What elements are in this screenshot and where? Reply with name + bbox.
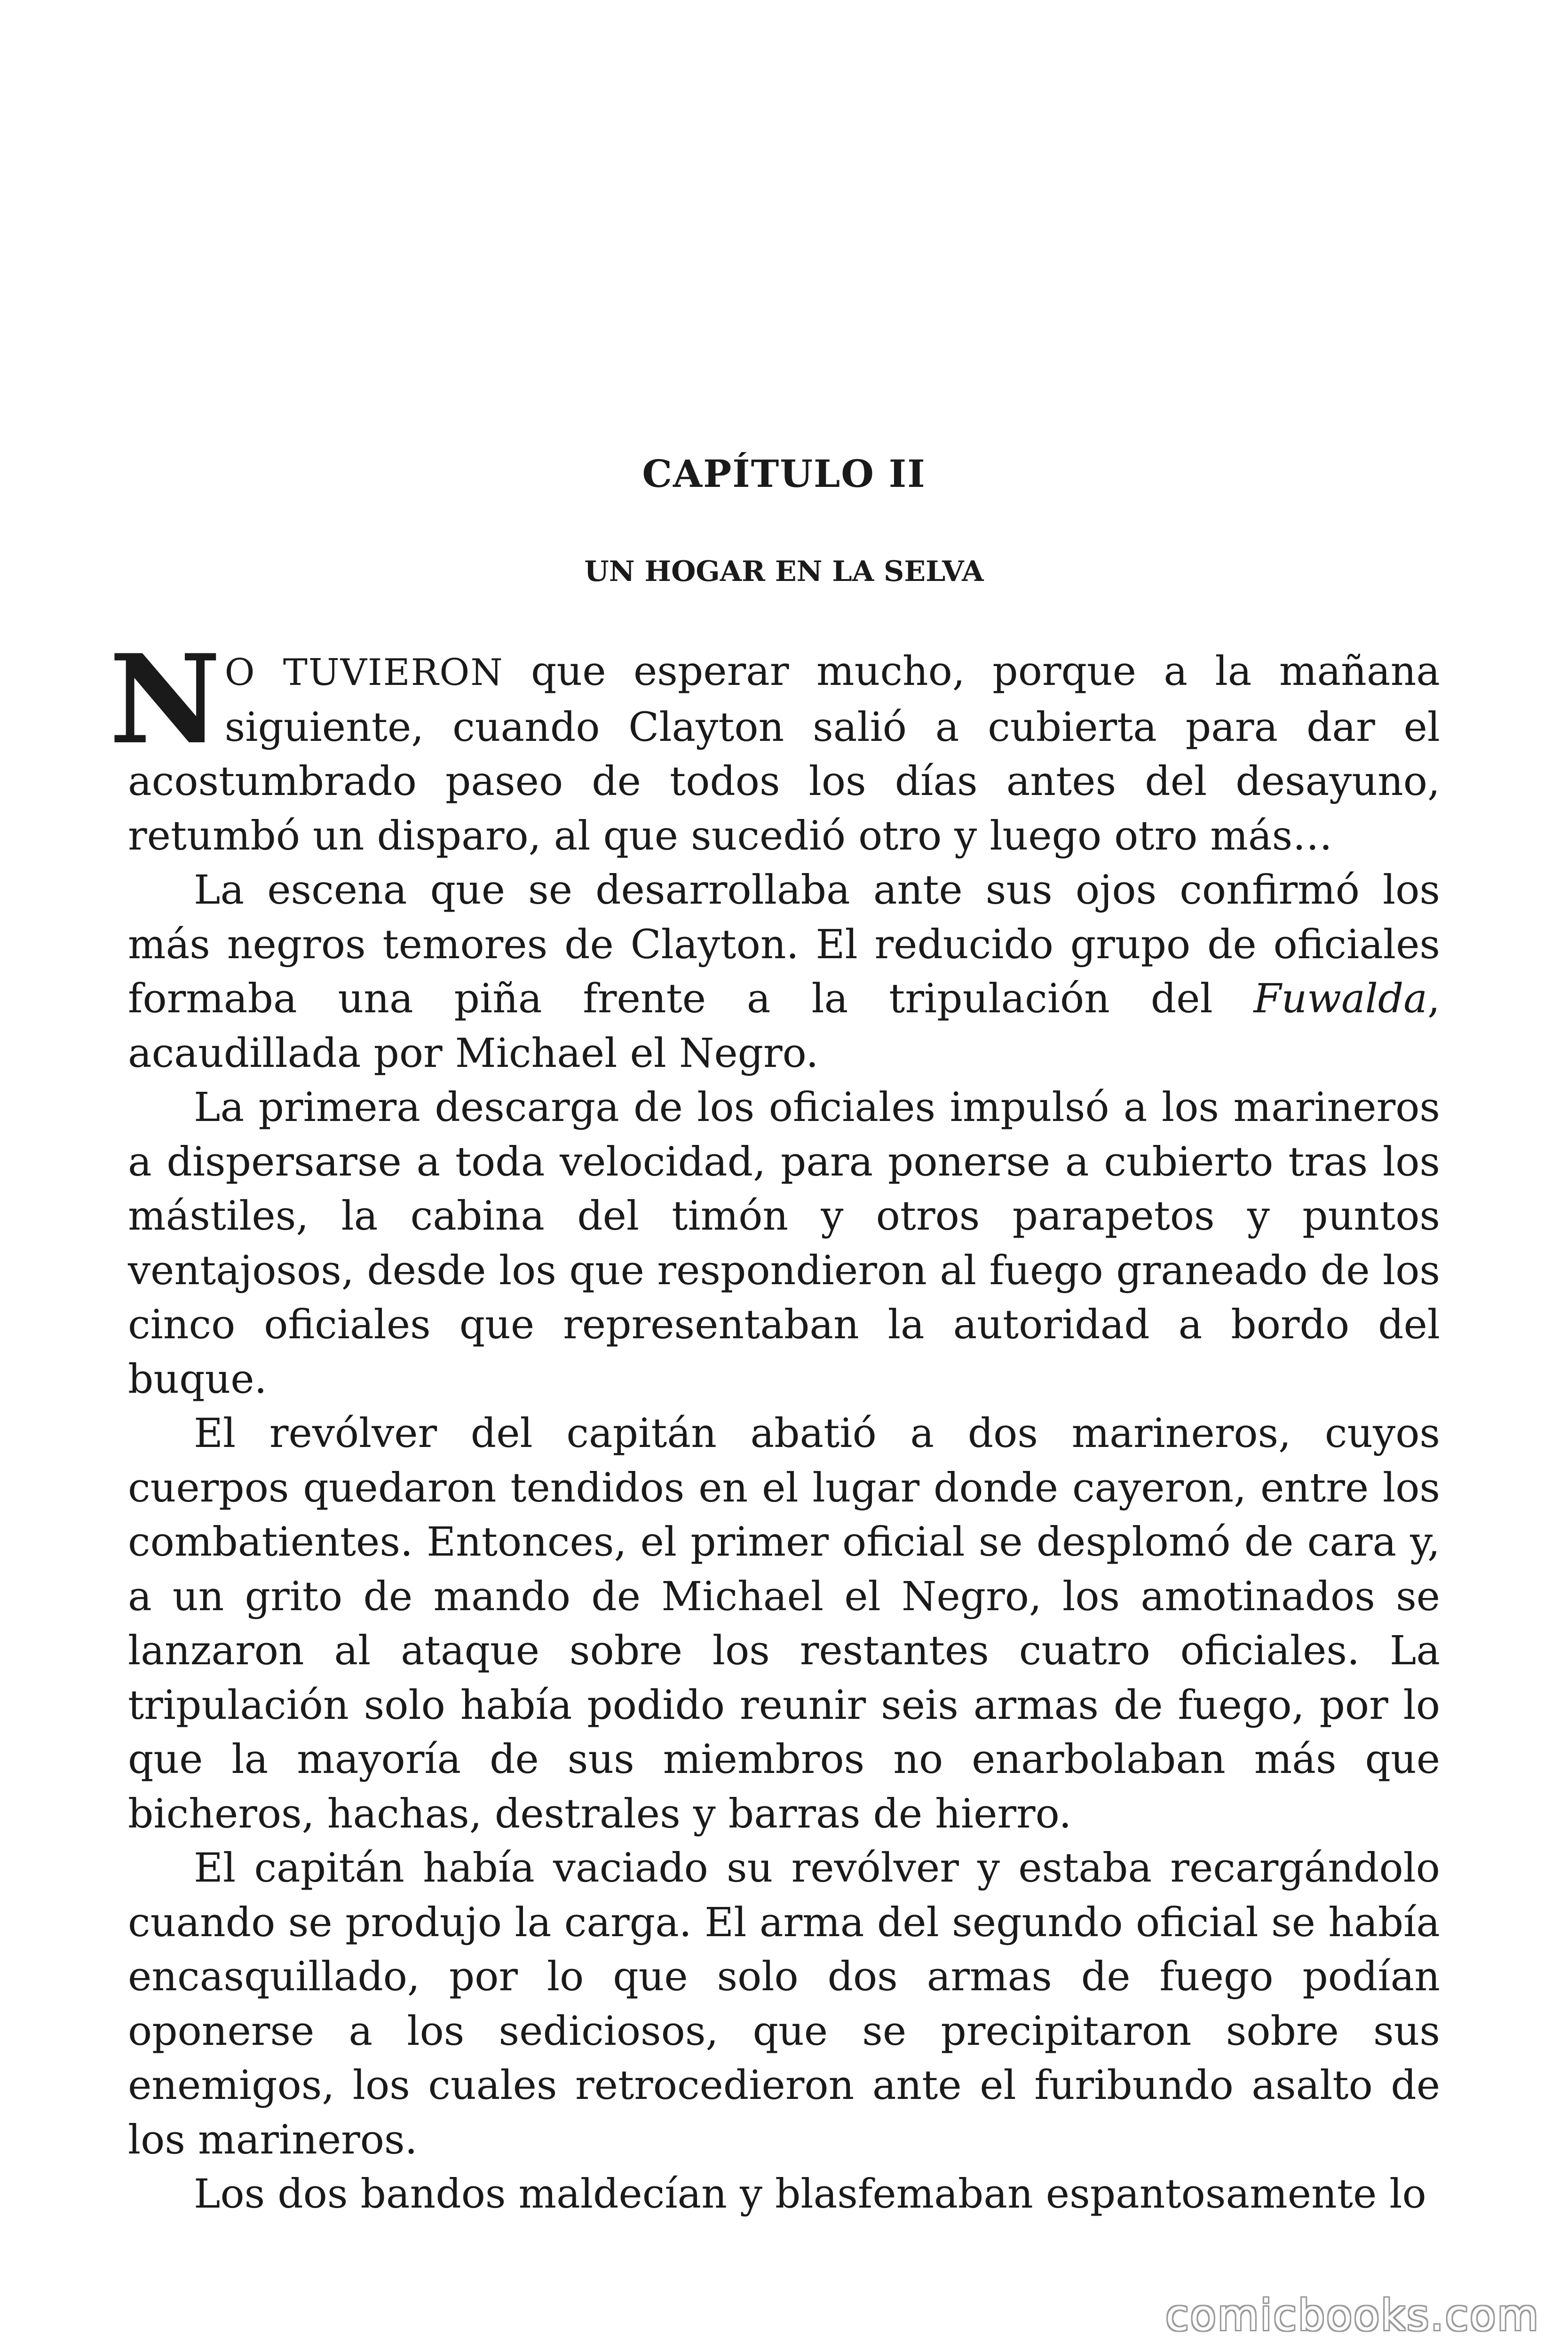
drop-cap: N [109, 628, 221, 771]
chapter-title: CAPÍTULO II [642, 452, 926, 496]
paragraph-6: Los dos bandos maldecían y blasfemaban espantosamente lo [194, 2171, 1426, 2217]
ship-name: Fuwalda [1253, 976, 1427, 1022]
paragraph-3: La primera descarga de los oficiales impulsó a los marineros a dispersarse a toda velocidad, para ponerse a cubierto tras los mástiles, la cabina del timón y otros parapetos y puntos ventajosos, desde los que respondieron al fuego graneado de los cinco oficiales que representaban la autoridad a bordo del buque. [128, 1084, 1440, 1403]
paragraph-2-text-b: , acaudillada por Michael el Negro. [128, 976, 1440, 1077]
paragraph-4: El revólver del capitán abatió a dos marineros, cuyos cuerpos quedaron tendidos en el lugar donde cayeron, entre los combatientes. Entonces, el primer oficial se desplomó de cara y, a un grito de mando de Michael el Negro, los amotinados se lanzaron al ataque sobre los restantes cuatro oficiales. La tripulación solo había podido reunir seis armas de fuego, por lo que la mayoría de sus miembros no enarbolaban más que bicheros, hachas, destrales y barras de hierro. [128, 1410, 1440, 1837]
chapter-subtitle: UN HOGAR EN LA SELVA [584, 555, 984, 588]
paragraph-1-text: que esperar mucho, porque a la mañana siguiente, cuando Clayton salió a cubierta para dar el acostumbrado paseo de todos los días antes del desayuno, retumbó un disparo, al que sucedió otro y luego otro más… [128, 648, 1440, 859]
chapter-text [109, 628, 1440, 2222]
paragraph-5: El capitán había vaciado su revólver y estaba recargándolo cuando se produjo la carga. El arma del segundo oficial se había encasquillado, por lo que solo dos armas de fuego podían oponerse a los sediciosos, que se precipitaron sobre sus enemigos, los cuales retrocedieron ante el furibundo asalto de los marineros. [128, 1845, 1440, 2163]
first-words-caps: O TUVIERON [224, 652, 504, 694]
paragraph-1 [109, 628, 1440, 863]
watermark: comicbooks.com [1165, 2291, 1540, 2340]
paragraph-2 [128, 863, 1440, 1081]
paragraph-2-text-a: La escena que se desarrollaba ante sus ojos confirmó los más negros temores de Clayton. El reducido grupo de oficiales formaba una piña frente a la tripulación del [128, 867, 1440, 1022]
